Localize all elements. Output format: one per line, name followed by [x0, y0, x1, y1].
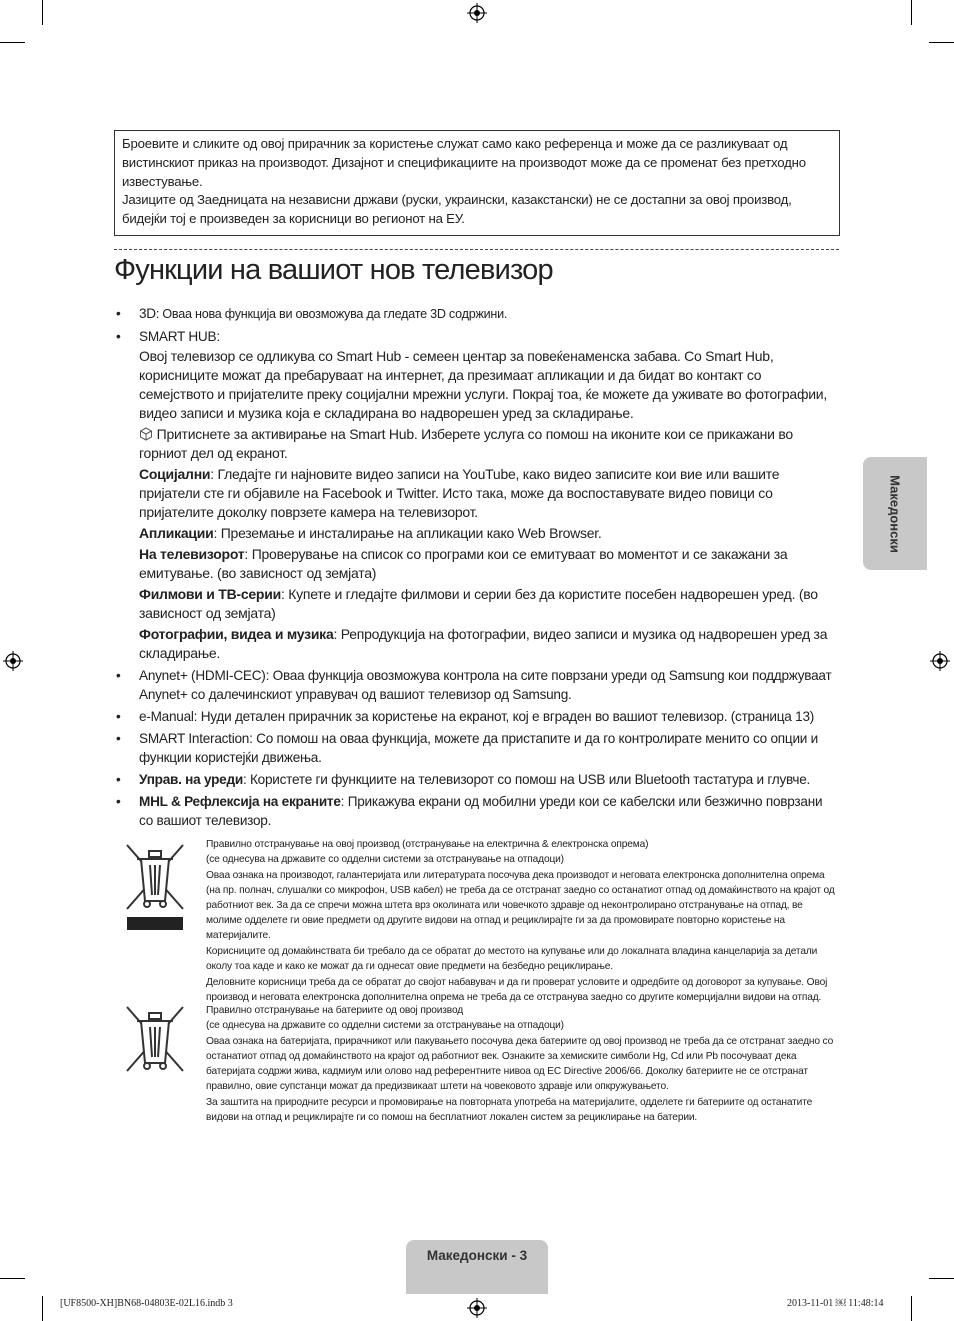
smart-hub-press [139, 425, 839, 463]
feature-colon: : [216, 329, 220, 344]
sub-text: : Репродукција на фотографии, видео записи и музика од надворешен уред за складирање. [139, 626, 828, 661]
weee-text [206, 837, 838, 1005]
feature-list [114, 304, 839, 833]
weee-subtitle: (се однесува на државите со одделни системи за отстранување на отпадоци) [206, 854, 564, 865]
list-item [114, 304, 839, 324]
sub-label: Фотографии, видеа и музика [139, 626, 334, 642]
section-divider [114, 249, 839, 250]
crop-mark [0, 1278, 25, 1279]
feature-text: : Користете ги функциите на телевизорот со помош на USB или Bluetooth тастатура и глувче. [242, 772, 811, 787]
page-title: Функции на вашиот нов телевизор [114, 254, 553, 286]
feature-label: e-Manual [139, 709, 194, 724]
registration-mark-icon [467, 3, 487, 23]
crossed-out-bin-icon [119, 1003, 191, 1083]
crossed-out-bin-icon [119, 837, 191, 933]
smart-hub-movies [139, 585, 839, 623]
registration-mark-icon [467, 1298, 487, 1318]
weee-paragraph: За заштита на природните ресурси и промовирање на повторната употреба на материјалите, одделете ги батериите од останатите видови на отпад и рециклирајте ги со помош на бесплатниот локален систем за рециклирање на батерии. [206, 1097, 813, 1123]
bullet: • [116, 709, 121, 724]
feature-label: Anynet+ (HDMI-CEC) [139, 668, 266, 683]
sub-label: Социјални [139, 466, 211, 482]
sub-label: Филмови и ТВ-серии [139, 586, 281, 602]
smart-hub-ontv [139, 545, 839, 583]
smart-hub-press-text: Притиснете за активирање на Smart Hub. Изберете услуга со помош на иконите кои се прикажани во горниот дел од екранот. [139, 426, 793, 461]
crop-mark [911, 0, 912, 25]
smart-hub-photos [139, 625, 839, 663]
print-timestamp: 2013-11-01 ￼ 11:48:14 [787, 1298, 884, 1309]
weee-title: Правилно отстранување на овој производ (отстранување на електрична & електронска опрема) [206, 839, 649, 850]
sub-label: Апликации [139, 525, 214, 541]
language-side-tab [863, 457, 927, 570]
crop-mark [42, 1296, 43, 1321]
feature-text: : Прикажува екрани од мобилни уреди кои се кабелски или безжично поврзани со вашиот телевизор. [139, 794, 823, 828]
feature-text: : Оваа функција овозможува контрола на сите поврзани уреди од Samsung кои поддржуваат Anynet+ со далечинскиот управувач од вашиот телевизор од Samsung. [139, 668, 832, 702]
feature-text: : Со помош на оваа функција, можете да пристапите и да го контролирате менито со опции и функции користејќи движења. [139, 731, 818, 765]
smart-hub-icon [139, 427, 153, 441]
weee-paragraph: Оваа ознака на производот, галантеријата или литературата посочува дека производот и неговата електронска дополнителна опрема (на пр. полнач, слушалки со микрофон, USB кабел) не треба да се отстранат заедно со останатиот отпад од домаќинството на крајот од работниот век. За да се спречи можна штета врз околината или човечкото здравје од неконтролирано отстранување на отпад, ве молиме одделете ги овие предмети од другите видови на отпад и рециклирајте ги за да промовирате повторно користење на материјалите. [206, 870, 835, 941]
notice-text: Јазиците од Заедницата на независни држави (руски, украински, казакстански) не се достапни за овој производ, бидејќи тој е произведен за корисници во регионот на ЕУ. [122, 192, 792, 227]
registration-mark-icon [930, 651, 950, 671]
page-number: Македонски - 3 [426, 1248, 528, 1263]
list-item [114, 792, 839, 830]
list-item [114, 729, 839, 767]
list-item [114, 770, 839, 789]
feature-label: SMART HUB [139, 329, 217, 344]
crop-mark [911, 1296, 912, 1321]
notice-text: Броевите и сликите од овој прирачник за користење служат само како референца и може да се разликуваат од вистинскиот приказ на производот. Дизајнот и спецификациите на производот може да се променат без претходно известување. [122, 136, 806, 189]
sub-text: : Купете и гледајте филмови и серии без да користите посебен надворешен уред. (во зависност од земјата) [139, 586, 818, 621]
weee-paragraph: Оваа ознака на батеријата, прирачникот или пакувањето посочува дека батериите од овој производ не треба да се отстранат заедно со останатиот отпад од домаќинството на крајот од работниот век. Ознаките за хемиските симболи Hg, Cd или Pb посочуваат дека батеријата содржи жива, кадмиум или олово над референтните нивоа од EC Directive 2006/66. Доколку батериите не се отстранат правилно, овие супстанци можат да предизвикаат штети на човековото здравје или опкружувањето. [206, 1036, 834, 1092]
crop-mark [42, 0, 43, 25]
feature-label: MHL & Рефлексија на екраните [139, 794, 341, 809]
feature-label: 3D [139, 306, 156, 321]
feature-label: Управ. на уреди [139, 772, 243, 787]
bullet: • [116, 306, 121, 321]
list-item [114, 327, 839, 663]
list-item [114, 666, 839, 704]
smart-hub-apps [139, 524, 839, 543]
crop-mark [929, 42, 954, 43]
crop-mark [0, 42, 25, 43]
feature-text: : Оваа нова функција ви овозможува да гледате 3D содржини. [155, 307, 508, 321]
page-number-tab [406, 1240, 548, 1294]
feature-text: : Нуди детален прирачник за користење на екранот, кој е вграден во вашиот телевизор. (страница 13) [193, 709, 815, 724]
weee-paragraph: Корисниците од домаќинствата би требало да се обратат до местото на купување или до локалната владина канцеларија за детали околу тоа каде и како ке можат да ги однесат овие предмети на безбедно рециклирање. [206, 946, 818, 972]
registration-mark-icon [3, 651, 23, 671]
crop-mark [929, 1278, 954, 1279]
bullet: • [116, 731, 121, 746]
notice-box [114, 130, 840, 236]
smart-hub-description: Овој телевизор се одликува со Smart Hub - семеен центар за повеќенаменска забава. Со Smart Hub, корисниците можат да пребаруваат на интернет, да презимаат апликации и да бидат во контакт со семејството и пријателите преку социјални мрежни услуги. Покрај тоа, ќе можете да уживате во фотографии, видео записи и музика која е складирана во надворешен уред за складирање. [139, 348, 827, 421]
bullet: • [116, 329, 121, 344]
weee-text [206, 1003, 838, 1125]
sub-text: : Преземање и инсталирање на апликации како Web Browser. [213, 525, 602, 541]
weee-subtitle: (се однесува на државите со одделни системи за отстранување на отпадоци) [206, 1020, 564, 1031]
bullet: • [116, 772, 121, 787]
bullet: • [116, 794, 121, 809]
bullet: • [116, 668, 121, 683]
sub-text: : Гледајте ги најновите видео записи на YouTube, како видео записите кои вие или вашите пријатели сте ги објавиле на Facebook и Twitter. Исто така, може да воспоставувате видео повици со пријателите доколку поврзете камера на телевизорот. [139, 466, 780, 520]
sub-label: На телевизорот [139, 546, 245, 562]
sub-text: : Проверување на список со програми кои се емитуваат во моментот и се закажани за емитување. (во зависност од земјата) [139, 546, 788, 581]
side-tab-label: Македонски [887, 474, 903, 553]
print-file-info: [UF8500-XH]BN68-04803E-02L16.indb 3 [60, 1298, 233, 1309]
feature-label: SMART Interaction [139, 731, 250, 746]
weee-paragraph: Деловните корисници треба да се обратат до својот набавувач и да ги проверат условите и одредбите од договорот за купување. Овој производ и неговата електронска дополнителна опрема не треба да се отстранува заедно со другите комерцијални видови на отпад. [206, 977, 828, 1003]
list-item [114, 707, 839, 726]
weee-title: Правилно отстранување на батериите од овој производ [206, 1005, 464, 1016]
smart-hub-social [139, 465, 839, 522]
